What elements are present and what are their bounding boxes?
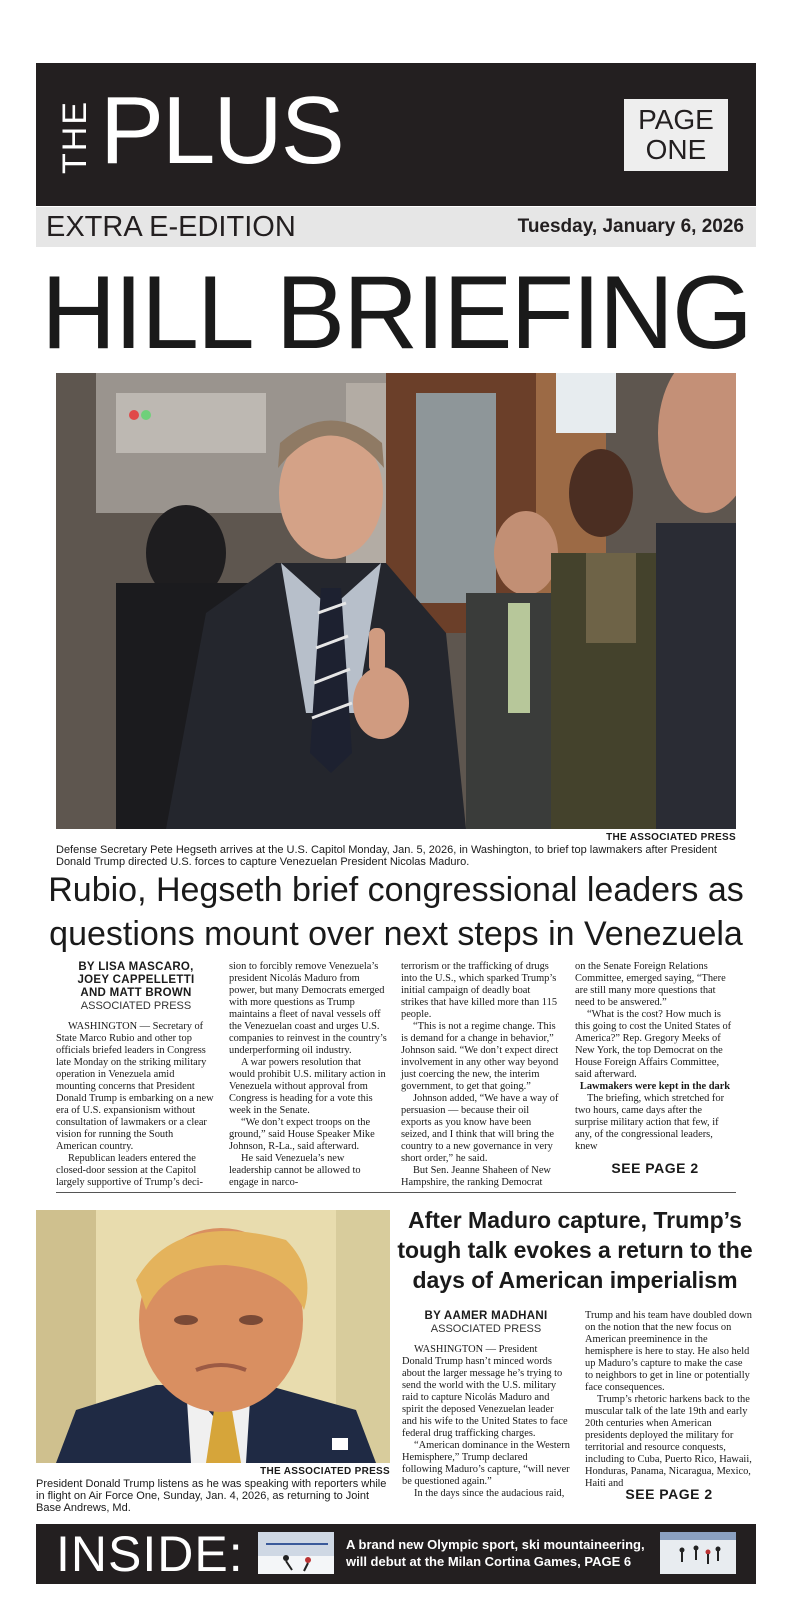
paragraph: sion to forcibly remove Venezuela’s president Nicolás Maduro from power, but many Democrats emerged with more questions as Trump maintains a fleet of naval vessels off the Venezuelan coast and urges U.S. companies to reinvest in the country’s underperforming oil industry.: [229, 961, 387, 1056]
paragraph: In the days since the audacious raid,: [414, 1488, 565, 1499]
lead-byline-line1: BY LISA MASCARO,: [78, 961, 194, 973]
lead-see-page[interactable]: SEE PAGE 2: [611, 1160, 699, 1176]
masthead-title: PLUS: [100, 77, 343, 184]
page-one-badge: [624, 99, 728, 171]
ski-race-icon: [660, 1532, 736, 1574]
paragraph: But Sen. Jeanne Shaheen of New Hampshire, the ranking Democrat: [401, 1165, 551, 1188]
paragraph: “American dominance in the Western Hemisphere,” Trump declared following Maduro’s capture, “will never be questioned again.”: [402, 1440, 570, 1487]
edition-date: Tuesday, January 6, 2026: [517, 216, 744, 237]
paragraph: terrorism or the trafficking of drugs into the U.S., which sparked Trump’s initial campaign of deadly boat strikes that have killed more than 115 people.: [401, 961, 558, 1020]
edition-label: EXTRA E-EDITION: [46, 211, 296, 243]
lead-headline-line2: questions mount over next steps in Venezuela: [49, 915, 743, 953]
lead-headline-line1: Rubio, Hegseth brief congressional leaders as: [48, 871, 744, 909]
inside-thumbnail-right[interactable]: [660, 1532, 736, 1574]
paragraph: Trump and his team have doubled down on the notion that the new focus on American preeminence in the hemisphere is here to stay. He also held up Maduro’s capture to make the case to neighbors to get in line or potentially face consequences.: [585, 1310, 753, 1393]
lead-photo-credit: THE ASSOCIATED PRESS: [606, 832, 736, 843]
inside-bar: [36, 1524, 756, 1584]
second-agency: ASSOCIATED PRESS: [430, 1323, 542, 1335]
lead-subhead: Lawmakers were kept in the dark: [579, 1081, 731, 1092]
lead-agency: ASSOCIATED PRESS: [80, 1000, 192, 1012]
second-see-page[interactable]: SEE PAGE 2: [625, 1486, 713, 1502]
masthead: [36, 63, 756, 206]
lead-column-3: [401, 961, 559, 1189]
lead-column-1: [56, 961, 216, 1189]
second-photo: [36, 1210, 390, 1463]
page-one-line1: PAGE: [638, 104, 714, 135]
lead-photo: [56, 373, 736, 829]
paragraph: WASHINGTON — Secretary of State Marco Rubio and other top officials briefed leaders in Congress late Monday on the striking military operation in Venezuela amid mounting concerns that President Donald Trump is embarking on a new era of U.S. expansionism without consultation of lawmakers or a clear vision for running the South American country.: [56, 1021, 214, 1152]
paragraph: “What is the cost? How much is this going to cost the United States of America?” Rep. Gregory Meeks of New York, the top Democrat on the House Foreign Affairs Committee, said afterward.: [575, 1009, 732, 1080]
paragraph: “This is not a regime change. This is demand for a change in behavior,” Johnson said. “We don’t expect direct involvement in any other way beyond just coercing the new, the interim government, to get that going.”: [401, 1021, 559, 1092]
paragraph: Republican leaders entered the closed-door session at the Capitol largely supportive of Trump’s deci-: [56, 1153, 203, 1188]
paragraph: A war powers resolution that would prohibit U.S. military action in Venezuela without approval from Congress is heading for a vote this week in the Senate.: [229, 1057, 386, 1116]
second-headline-line2: tough talk evokes a return to the: [397, 1237, 753, 1263]
paragraph: on the Senate Foreign Relations Committee, emerged saying, “There are still many more questions that need to be answered.”: [575, 961, 726, 1008]
second-headline-line1: After Maduro capture, Trump’s: [408, 1207, 742, 1233]
paragraph: He said Venezuela’s new leadership cannot be allowed to engage in narco-: [229, 1153, 361, 1188]
masthead-the: THE: [56, 100, 94, 174]
paragraph: “We don’t expect troops on the ground,” said House Speaker Mike Johnson, R-La., said afterward.: [229, 1117, 375, 1152]
second-headline: [394, 1205, 756, 1295]
ski-photo-icon: [258, 1532, 334, 1574]
lead-byline-line2: JOEY CAPPELLETTI: [77, 974, 195, 986]
section-divider: [56, 1192, 736, 1193]
inside-thumbnail-left[interactable]: [258, 1532, 334, 1574]
paragraph: Trump’s rhetoric harkens back to the muscular talk of the late 19th and early 20th centuries when American presidents deployed the military for territorial and resource conquests, including to Cuba, Puerto Rico, Hawaii, Honduras, Panama, Nicaragua, Mexico, Haiti and: [585, 1394, 752, 1489]
lead-column-4: [575, 961, 735, 1153]
paragraph: The briefing, which stretched for two hours, came days after the surprise military action that few, if any, of the congressional leaders, knew: [575, 1093, 725, 1152]
paragraph: WASHINGTON — President Donald Trump hasn’t minced words about the larger message he’s trying to send the world with the U.S. military raid to capture Nicolás Maduro and spirit the deposed Venezuelan leader and his wife to the United States to face federal drug trafficking charges.: [402, 1344, 568, 1439]
second-photo-illustration: [36, 1210, 390, 1463]
second-byline: BY AAMER MADHANI: [424, 1310, 548, 1322]
lead-byline: [56, 961, 216, 1000]
edition-bar: [36, 207, 756, 247]
second-headline-line3: days of American imperialism: [412, 1267, 738, 1293]
section-title: HILL BRIEFING: [41, 255, 751, 371]
second-column-2: [585, 1310, 753, 1490]
lead-byline-line3: AND MATT BROWN: [80, 987, 192, 999]
inside-teaser[interactable]: A brand new Olympic sport, ski mountaineering, will debut at the Milan Cortina Games, PAGE 6: [346, 1537, 645, 1569]
second-photo-caption: President Donald Trump listens as he was speaking with reporters while in flight on Air Force One, Sunday, Jan. 4, 2026, as returning to Joint Base Andrews, Md.: [36, 1478, 387, 1514]
page-one-line2: ONE: [645, 134, 707, 165]
inside-label: INSIDE:: [56, 1526, 244, 1582]
lead-photo-caption: Defense Secretary Pete Hegseth arrives at the U.S. Capitol Monday, Jan. 5, 2026, in Washington, to brief top lawmakers after President Donald Trump directed U.S. forces to capture Venezuelan President Nicolas Maduro.: [56, 844, 717, 868]
second-photo-credit: THE ASSOCIATED PRESS: [260, 1466, 390, 1477]
lead-headline: [36, 868, 756, 956]
second-column-1: [402, 1310, 570, 1500]
paragraph: Johnson added, “We have a way of persuasion — because their oil exports as you know have been seized, and I think that will bring the country to a new governance in very short order,” he said.: [401, 1093, 559, 1164]
lead-column-2: [229, 961, 387, 1189]
lead-photo-illustration: [56, 373, 736, 829]
